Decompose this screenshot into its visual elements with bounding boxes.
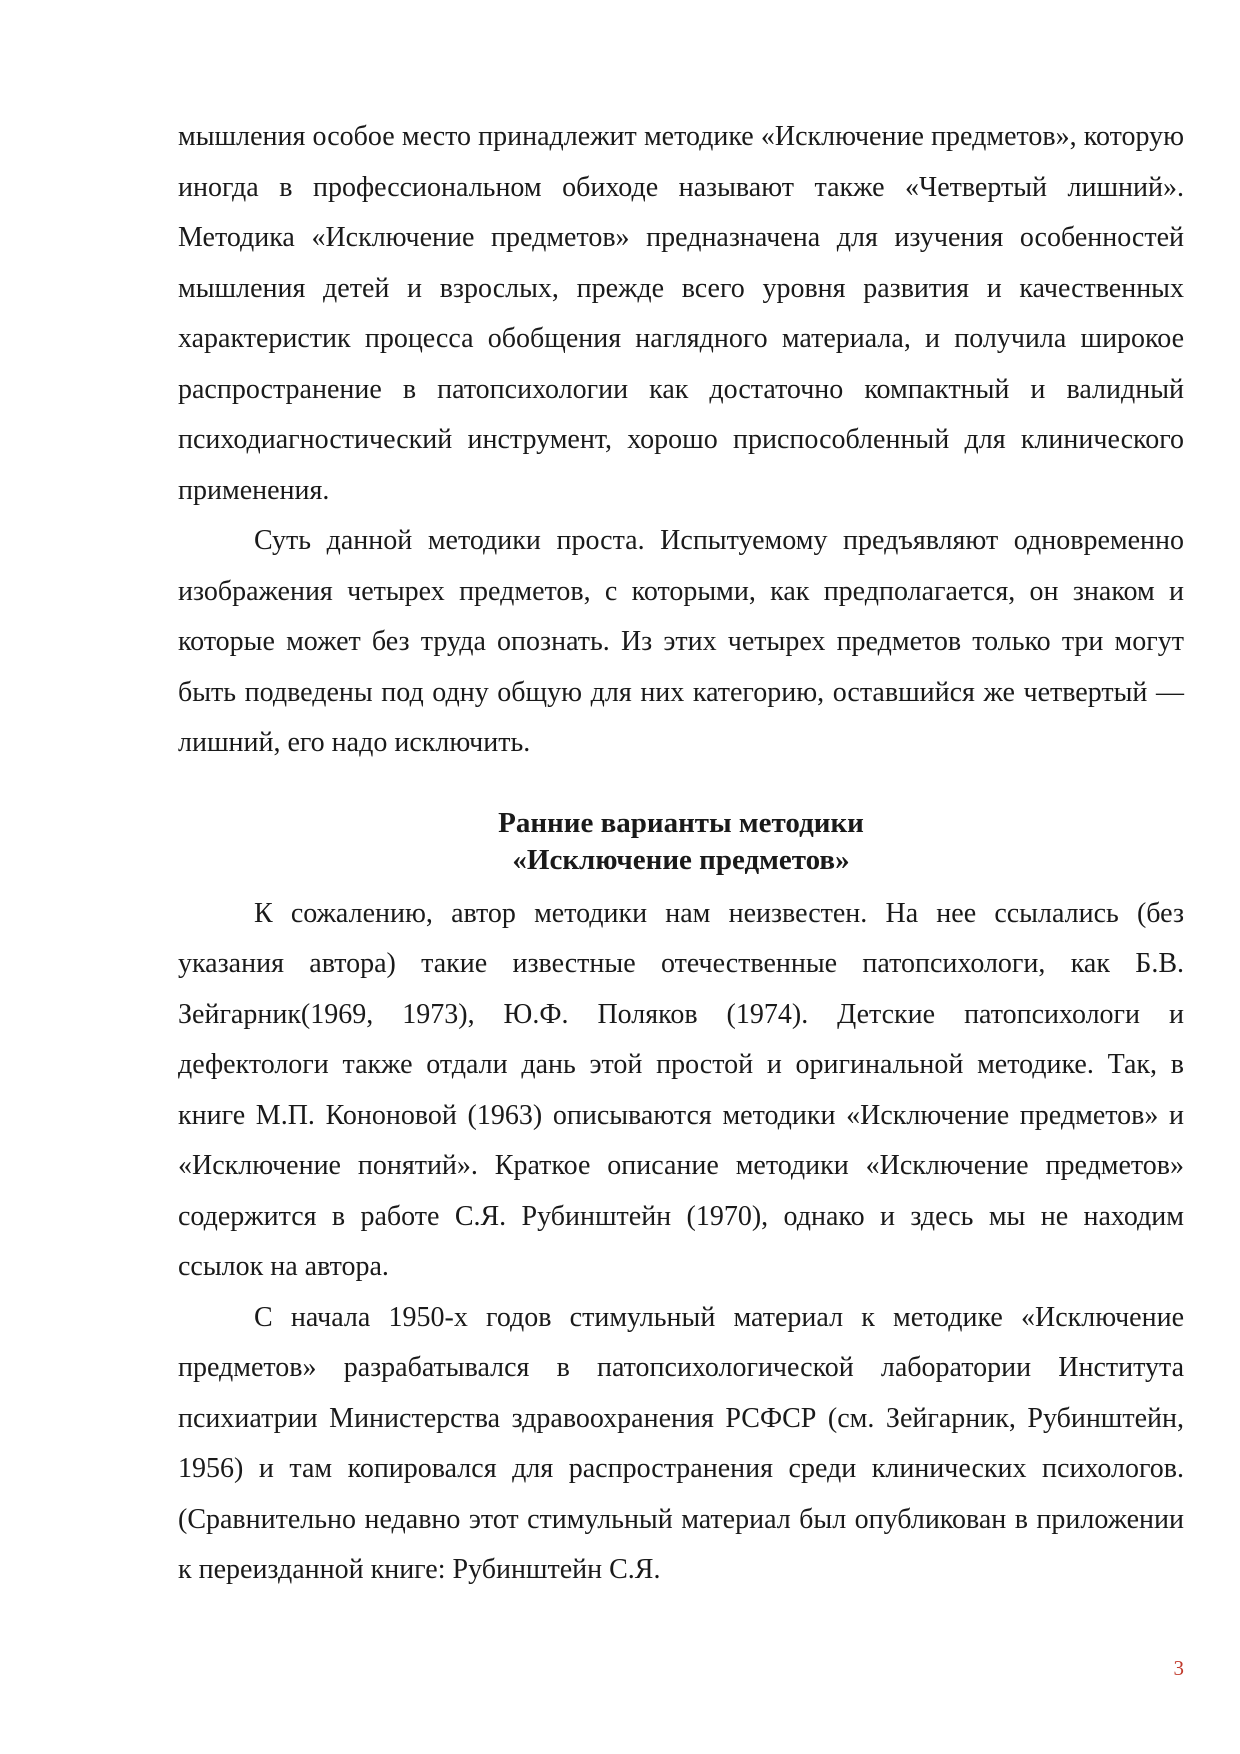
section-heading-line-2: «Исключение предметов» xyxy=(512,843,850,876)
page-number: 3 xyxy=(1173,1656,1184,1680)
section-heading-line-1: Ранние варианты методики xyxy=(498,806,864,839)
paragraph-4: С начала 1950-х годов стимульный материал к методике «Исключение предметов» разрабатывался в патопсихологической лаборатории Института психиатрии Министерства здравоохранения РСФСР (см. Зейгарник, Рубинштейн, 1956) и там копировался для распространения среди клинических психологов. (Сравнительно недавно этот стимульный материал был опубликован в приложении к переизданной книге: Рубинштейн С.Я. xyxy=(178,1301,1184,1585)
paragraph-1: мышления особое место принадлежит методике «Исключение предметов», которую иногда в профессиональном обиходе называют также «Четвертый лишний». Методика «Исключение предметов» предназначена для изучения особенностей мышления детей и взрослых, прежде всего уровня развития и качественных характеристик процесса обобщения наглядного материала, и получила широкое распространение в патопсихологии как достаточно компактный и валидный психодиагностический инструмент, хорошо приспособленный для клинического применения. xyxy=(178,121,1184,506)
paragraph-2: Суть данной методики проста. Испытуемому предъявляют одновременно изображения четырех предметов, с которыми, как предполагается, он знаком и которые может без труда опознать. Из этих четырех предметов только три могут быть подведены под одну общую для них категорию, оставшийся же четвертый — лишний, его надо исключить. xyxy=(178,525,1184,758)
paragraph-3: К сожалению, автор методики нам неизвестен. На нее ссылались (без указания автора) такие известные отечественные патопсихологи, как Б.В. Зейгарник(1969, 1973), Ю.Ф. Поляков (1974). Детские патопсихологи и дефектологи также отдали дань этой простой и оригинальной методике. Так, в книге М.П. Кононовой (1963) описываются методики «Исключение предметов» и «Исключение понятий». Краткое описание методики «Исключение предметов» содержится в работе С.Я. Рубинштейн (1970), однако и здесь мы не находим ссылок на автора. xyxy=(178,897,1184,1282)
page-body xyxy=(178,112,1184,1596)
section-heading xyxy=(178,805,1184,879)
